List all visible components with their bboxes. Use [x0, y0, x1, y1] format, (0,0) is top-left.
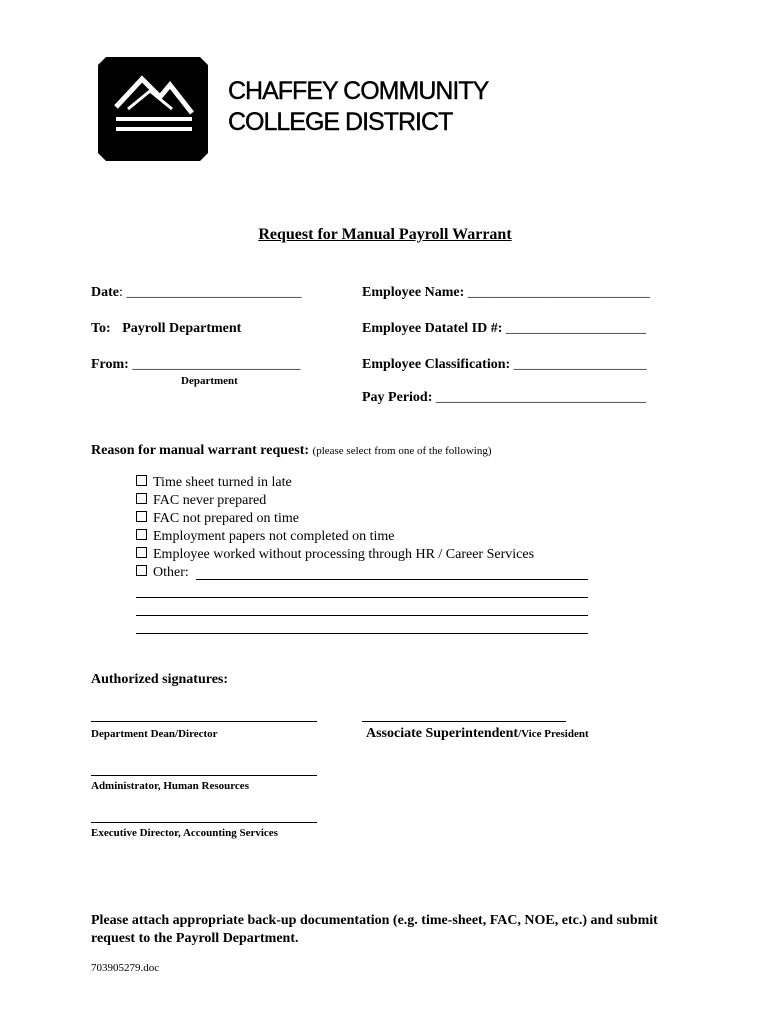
dean-signature-label: Department Dean/Director [91, 728, 218, 740]
signature-line-associate[interactable] [362, 721, 566, 722]
reason-heading: Reason for manual warrant request: (please select from one of the following) [91, 443, 492, 458]
signatures-heading: Authorized signatures: [91, 672, 229, 687]
other-input-line[interactable] [196, 579, 588, 580]
org-name [228, 76, 488, 138]
to-value: Payroll Department [122, 321, 242, 336]
reason-option[interactable]: Time sheet turned in late [136, 475, 292, 491]
from-field [91, 357, 300, 373]
date-label: Date [91, 285, 119, 300]
accounting-signature-label: Executive Director, Accounting Services [91, 827, 278, 839]
employee-name-input-line[interactable]: __________________________ [467, 285, 650, 300]
reason-option[interactable]: FAC never prepared [136, 493, 266, 509]
checkbox[interactable] [136, 565, 147, 576]
form-title: Request for Manual Payroll Warrant [258, 226, 512, 243]
associate-signature-label: Associate Superintendent/Vice President [366, 726, 589, 741]
mountain-logo-icon [98, 57, 208, 161]
from-input-line[interactable]: ________________________ [132, 357, 301, 372]
reason-note: (please select from one of the following) [312, 445, 492, 457]
other-input-line[interactable] [136, 633, 588, 634]
reason-option[interactable]: FAC not prepared on time [136, 511, 299, 527]
reason-option[interactable]: Employment papers not completed on time [136, 529, 394, 545]
employee-class-field [362, 357, 647, 373]
pay-period-input-line[interactable]: ______________________________ [435, 390, 646, 405]
to-field [91, 321, 241, 337]
checkbox[interactable] [136, 529, 147, 540]
employee-class-label: Employee Classification: [362, 357, 511, 372]
org-name-line1: CHAFFEY COMMUNITY [228, 77, 489, 105]
employee-id-field [362, 321, 646, 337]
employee-id-label: Employee Datatel ID #: [362, 321, 503, 336]
date-field: Date: _________________________ [91, 285, 302, 300]
checkbox[interactable] [136, 493, 147, 504]
signature-line-hr[interactable] [91, 775, 317, 776]
checkbox[interactable] [136, 475, 147, 486]
to-label: To: [91, 321, 111, 336]
pay-period-field [362, 390, 646, 406]
reason-option[interactable]: Employee worked without processing through HR / Career Services [136, 547, 534, 563]
checkbox[interactable] [136, 547, 147, 558]
pay-period-label: Pay Period: [362, 390, 433, 405]
other-input-line[interactable] [136, 597, 588, 598]
district-logo [98, 57, 208, 161]
date-input-line[interactable]: _________________________ [126, 285, 302, 300]
other-input-line[interactable] [136, 615, 588, 616]
checkbox[interactable] [136, 511, 147, 522]
org-name-line2: COLLEGE DISTRICT [228, 108, 453, 136]
reason-option-other[interactable]: Other: [136, 565, 189, 581]
employee-class-input-line[interactable]: ___________________ [513, 357, 647, 372]
signature-line-accounting[interactable] [91, 822, 317, 823]
employee-name-field [362, 285, 650, 301]
signature-line-dean[interactable] [91, 721, 317, 722]
instructions-text: Please attach appropriate back-up documentation (e.g. time-sheet, FAC, NOE, etc.) and submit request to the Payroll Department. [91, 913, 658, 946]
employee-name-label: Employee Name: [362, 285, 465, 300]
document-filename: 703905279.doc [91, 962, 160, 974]
from-label: From: [91, 357, 129, 372]
department-label: Department [181, 375, 238, 387]
hr-signature-label: Administrator, Human Resources [91, 780, 249, 792]
employee-id-input-line[interactable]: ____________________ [505, 321, 646, 336]
